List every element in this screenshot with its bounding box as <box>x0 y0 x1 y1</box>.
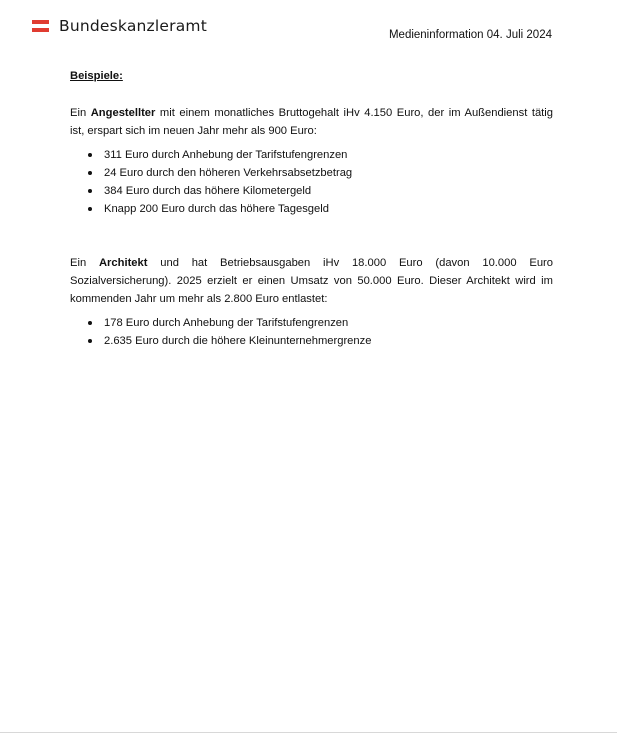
intro-prefix: Ein <box>70 107 91 119</box>
list-item: 2.635 Euro durch die höhere Kleinunternehmergrenze <box>88 332 553 350</box>
list-item: 311 Euro durch Anhebung der Tarifstufengrenzen <box>88 146 553 164</box>
example-architekt-intro <box>70 254 553 308</box>
example-architekt-list <box>70 314 553 350</box>
intro-text: und hat Betriebsausgaben iHv 18.000 Euro (davon 10.000 Euro Sozialversicherung). 2025 erzielt er einen Umsatz von 50.000 Euro. Dieser Architekt wird im kommenden Jahr um mehr als 2.800 Euro entlastet: <box>70 257 554 305</box>
example-angestellter-intro <box>70 104 553 140</box>
section-heading: Beispiele: <box>70 70 123 82</box>
page-bottom-divider <box>0 732 617 733</box>
bundeskanzleramt-logo <box>32 17 207 35</box>
list-item: 24 Euro durch den höheren Verkehrsabsetzbetrag <box>88 164 553 182</box>
document-body <box>70 67 553 350</box>
logo-text: Bundeskanzleramt <box>59 17 207 35</box>
intro-prefix: Ein <box>70 257 99 269</box>
role-angestellter: Angestellter <box>90 107 156 119</box>
role-architekt: Architekt <box>98 257 148 269</box>
press-release-date: Medieninformation 04. Juli 2024 <box>388 29 552 41</box>
list-item: Knapp 200 Euro durch das höhere Tagesgeld <box>88 200 553 218</box>
austria-flag-icon <box>32 18 49 34</box>
list-item: 178 Euro durch Anhebung der Tarifstufengrenzen <box>88 314 553 332</box>
list-item: 384 Euro durch das höhere Kilometergeld <box>88 182 553 200</box>
example-angestellter-list <box>70 146 553 218</box>
intro-text: mit einem monatliches Bruttogehalt iHv 4.150 Euro, der im Außendienst tätig ist, erspart sich im neuen Jahr mehr als 900 Euro: <box>70 107 553 137</box>
